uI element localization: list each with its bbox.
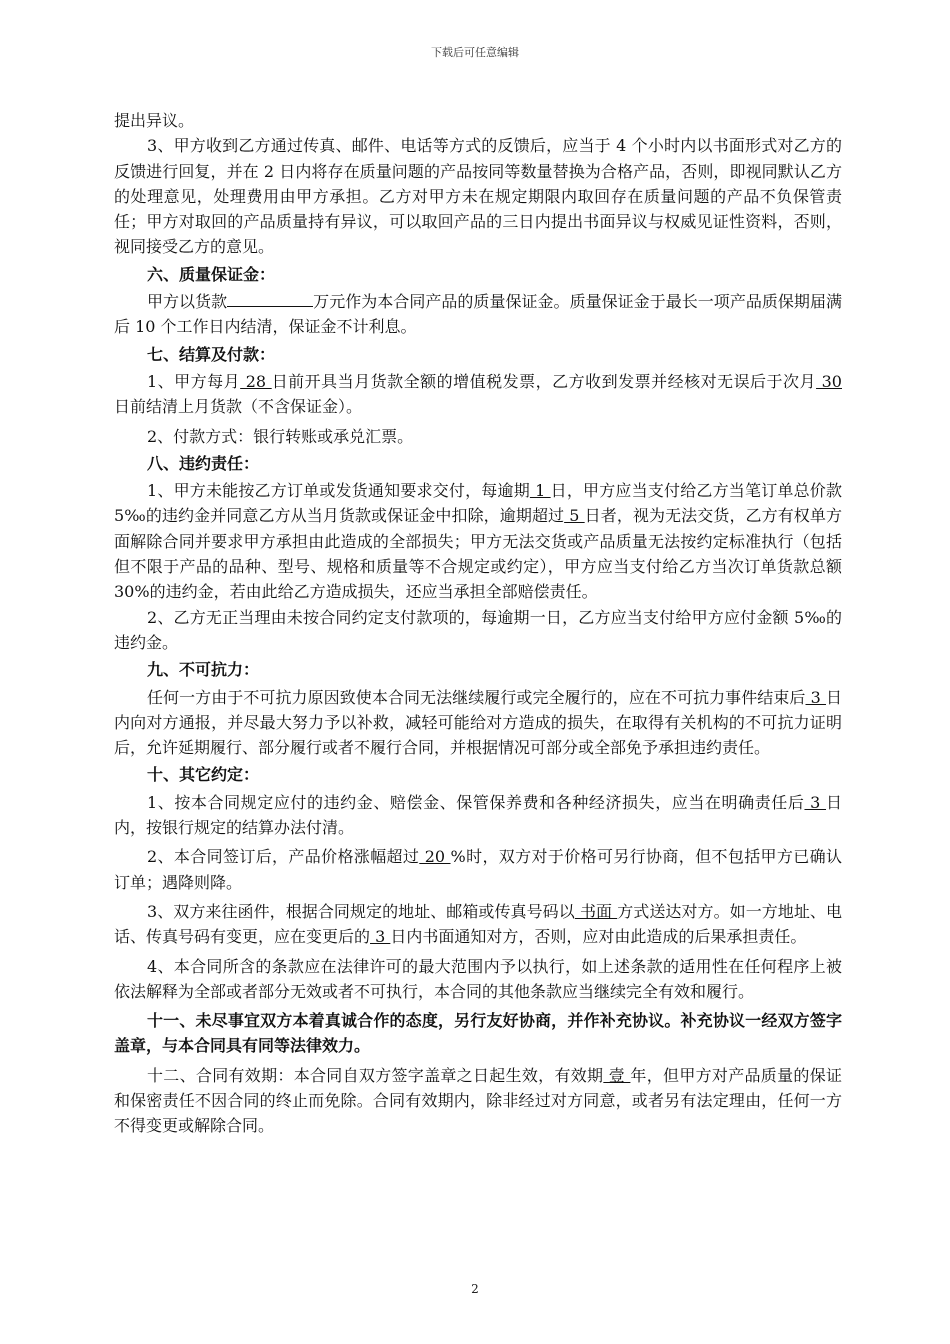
paragraph-other-2: 2、本合同签订后，产品价格涨幅超过 20 %时，双方对于价格可另行协商，但不包括甲方已确认订单；遇降则降。: [114, 847, 842, 892]
overdue-days-value: 1: [529, 481, 551, 501]
heading-quality-deposit: 六、质量保证金：: [147, 264, 276, 284]
invoice-day-value: 28: [240, 371, 272, 391]
notify-days-value: 3: [805, 687, 826, 707]
paragraph-supplementary: 十一、未尽事宜双方本着真诚合作的态度，另行友好协商，并作补充协议。补充协议一经双方签字盖章，与本合同具有同等法律效力。: [114, 1011, 842, 1056]
paragraph-validity: 十二、合同有效期：本合同自双方签字盖章之日起生效，有效期 壹 年，但甲方对产品质量的保证和保密责任不因合同的终止而免除。合同有效期内，除非经过对方同意，或者另有法定理由，任何一方不得变更或解除合同。: [114, 1065, 842, 1136]
deposit-amount-blank: [227, 292, 313, 307]
paragraph-other-3: 3、双方来往函件，根据合同规定的地址、邮箱或传真号码以 书面 方式送达对方。如一方地址、电话、传真号码有变更，应在变更后的 3 日内书面通知对方，否则，应对由此造成的后果承担责任。: [114, 901, 842, 947]
paragraph-force-majeure: 任何一方由于不可抗力原因致使本合同无法继续履行或完全履行的，应在不可抗力事件结束后 3 日内向对方通报，并尽最大努力予以补救，减轻可能给对方造成的损失，在取得有关机构的不可抗力证明后，允许延期履行、部分履行或者不履行合同，并根据情况可部分或全部免予承担违约责任。: [114, 687, 842, 758]
heading-liability: 八、违约责任：: [147, 453, 260, 473]
paragraph-other-4: 4、本合同所含的条款应在法律许可的最大范围内予以执行，如上述条款的适用性在任何程序上被依法解释为全部或者部分无效或者不可执行，本合同的其他条款应当继续完全有效和履行。: [114, 956, 842, 1001]
paragraph-objection-end: 提出异议。: [114, 111, 195, 130]
paragraph-settlement-1: 1、甲方每月 28 日前开具当月货款全额的增值税发票，乙方收到发票并经核对无误后于次月 30 日前结清上月货款（不含保证金）。: [114, 371, 842, 417]
contract-body: [114, 108, 842, 1139]
paragraph-liability-1: 1、甲方未能按乙方订单或发货通知要求交付，每逾期 1 日，甲方应当支付给乙方当笔订单总价款 5‰的违约金并同意乙方从当月货款或保证金中扣除，逾期超过 5 日者，视为无法交货，乙方有权单方面解除合同并要求甲方承担由此造成的全部损失；甲方无法交货或产品质量无法按约定标准执行（包括但不限于产品的品种、型号、规格和质量等不合规定或约定），甲方应当支付给乙方当次订单货款总额 30%的违约金，若由此给乙方造成损失，还应当承担全部赔偿责任。: [114, 481, 842, 602]
paragraph-liability-2: 2、乙方无正当理由未按合同约定支付款项的，每逾期一日，乙方应当支付给甲方应付金额 5‰的违约金。: [114, 607, 842, 652]
delivery-method-value: 书面: [574, 901, 618, 921]
max-overdue-days-value: 5: [564, 506, 585, 526]
paragraph-quality-deposit: 甲方以货款 万元作为本合同产品的质量保证金。质量保证金于最长一项产品质保期届满后 10 个工作日内结清，保证金不计利息。: [114, 292, 842, 337]
page-header: 下载后可任意编辑: [431, 46, 519, 59]
paragraph-settlement-2: 2、付款方式：银行转账或承兑汇票。: [147, 426, 414, 446]
validity-years-value: 壹: [603, 1065, 631, 1085]
paragraph-other-1: 1、按本合同规定应付的违约金、赔偿金、保管保养费和各种经济损失，应当在明确责任后 3 日内，按银行规定的结算办法付清。: [114, 792, 843, 838]
paragraph-feedback-clause: 3、甲方收到乙方通过传真、邮件、电话等方式的反馈后，应当于 4 个小时内以书面形式对乙方的反馈进行回复，并在 2 日内将存在质量问题的产品按同等数量替换为合格产品，否则，即视同默认乙方的处理意见，处理费用由甲方承担。乙方对甲方未在规定期限内取回存在质量问题的产品不负保管责任；甲方对取回的产品质量持有异议，可以取回产品的三日内提出书面异议与权威见证性资料，否则，视同接受乙方的意见。: [114, 136, 842, 257]
price-threshold-value: 20: [419, 847, 451, 867]
heading-other-terms: 十、其它约定：: [147, 765, 260, 785]
payment-day-value: 30: [816, 371, 842, 391]
page-number: 2: [471, 1282, 479, 1296]
heading-settlement: 七、结算及付款：: [147, 344, 276, 364]
change-notify-days-value: 3: [370, 927, 391, 947]
heading-validity: 十二、合同有效期：: [147, 1065, 294, 1085]
heading-force-majeure: 九、不可抗力：: [147, 660, 260, 680]
pay-days-value: 3: [804, 792, 826, 812]
